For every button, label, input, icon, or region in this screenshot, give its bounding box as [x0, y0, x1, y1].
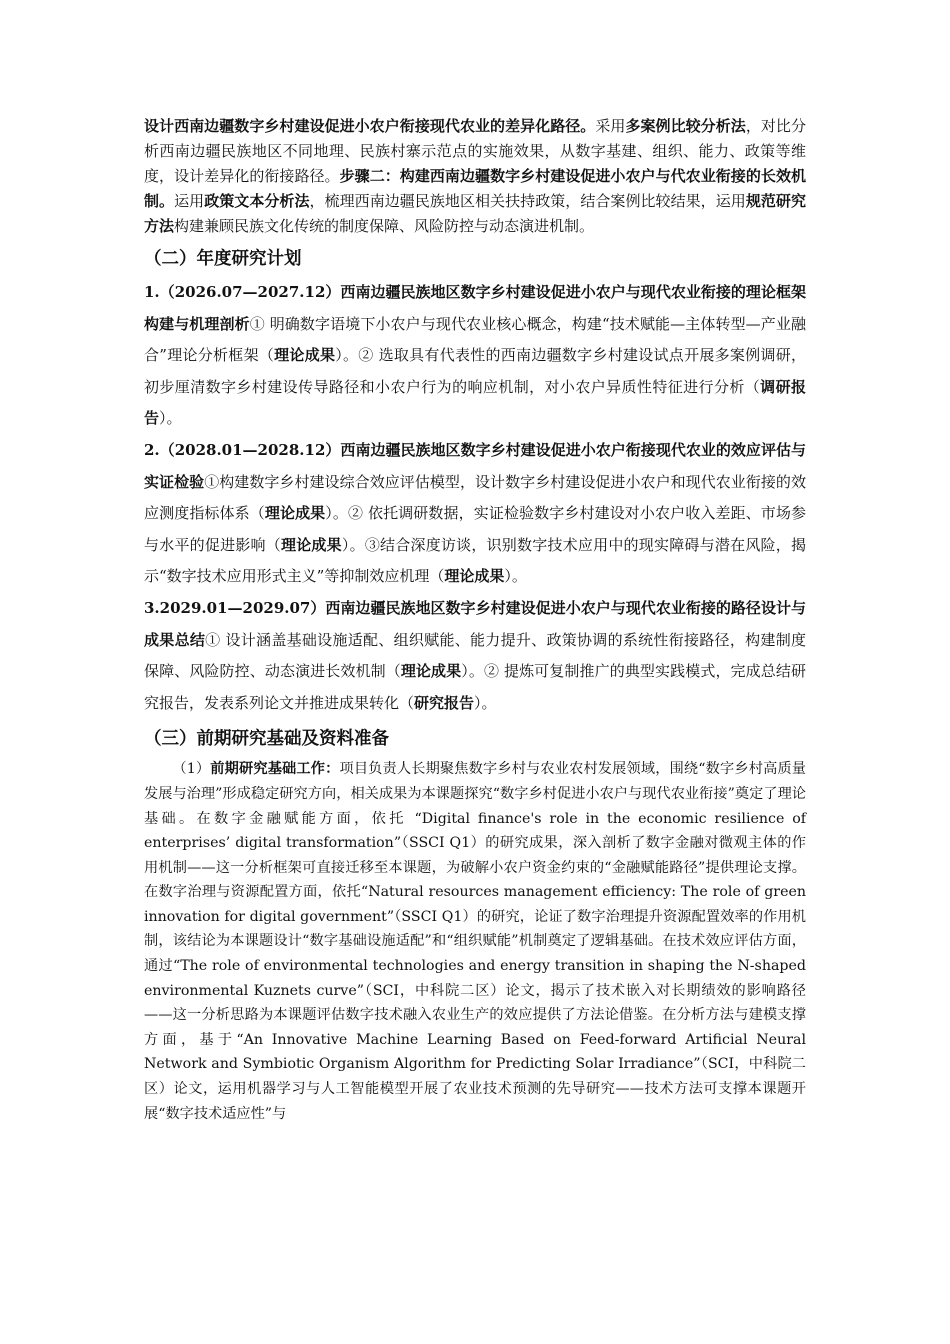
plan-item-1-text-1: ① 明确数字语境下小农户与现代农业核心概念，构建“技术赋能—主体转型—产业融合”理论分析框架（	[144, 314, 806, 365]
section3-heading: （三）前期研究基础及资料准备	[144, 729, 389, 750]
plan-item-2-text-3: ）。③结合深度访谈，识别数字技术应用中的现实障碍与潜在风险，揭示“数字技术应用形式主义”等抑制效应机理（	[144, 535, 806, 586]
intro-bold-4: 规范研究方法	[144, 192, 806, 235]
research-basis-label: （1）	[172, 761, 211, 778]
plan-item-1	[144, 277, 806, 435]
intro-bold-2: 多案例比较分析法	[625, 117, 746, 135]
intro-paragraph	[144, 114, 806, 239]
intro-text-4: ，梳理西南边疆民族地区相关扶持政策，结合案例比较结果，运用	[309, 192, 746, 210]
plan-item-3-result-2: 研究报告	[414, 693, 475, 712]
plan-item-2-result-2: 理论成果	[280, 535, 342, 554]
research-basis-label-bold: 前期研究基础工作：	[210, 761, 340, 778]
plan-item-1-result-1: 理论成果	[274, 346, 336, 365]
plan-item-2-text-4: ）。	[504, 567, 527, 586]
intro-text-1: 采用	[595, 117, 626, 135]
plan-item-3-title: 3.2029.01—2029.07）西南边疆民族地区数字乡村建设促进小农户与现代农业衔接的路径设计与成果总结	[144, 598, 806, 649]
plan-item-3-text-2: ）。② 提炼可复制推广的典型实践模式，完成总结研究报告，发表系列论文并推进成果转化（	[144, 662, 806, 712]
plan-item-2	[144, 435, 806, 593]
plan-item-3-text-1: ① 设计涵盖基础设施适配、组织赋能、能力提升、政策协调的系统性衔接路径，构建制度保障、风险防控、动态演进长效机制（	[144, 630, 806, 681]
plan-item-3-text-3: ）。	[474, 693, 497, 712]
section2-heading: （二）年度研究计划	[144, 249, 302, 269]
research-basis-paragraph	[144, 757, 806, 1126]
intro-text-5: 构建兼顾民族文化传统的制度保障、风险防控与动态演进机制。	[174, 217, 595, 235]
plan-item-2-text-2: ）。② 依托调研数据，实证检验数字乡村建设对小农户收入差距、市场参与水平的促进影响（	[144, 504, 806, 554]
plan-item-2-text-1: ①构建数字乡村建设综合效应评估模型，设计数字乡村建设促进小农户和现代农业衔接的效应测度指标体系（	[144, 472, 806, 523]
intro-bold-1: 设计西南边疆数字乡村建设促进小农户衔接现代农业的差异化路径。	[144, 117, 596, 135]
plan-item-3	[144, 593, 806, 719]
step2-bold: 步骤二：构建西南边疆数字乡村建设促进小农户与代农业衔接的长效机制。	[144, 167, 806, 210]
intro-text-2: ，对比分析西南边疆民族地区不同地理、民族村寨示范点的实施效果，从数字基建、组织、能力、政策等维度，设计差异化的衔接路径。	[144, 117, 806, 185]
plan-item-1-text-3: ）。	[159, 409, 182, 428]
plan-item-2-result-1: 理论成果	[264, 504, 326, 523]
plan-item-1-text-2: ）。② 选取具有代表性的西南边疆数字乡村建设试点开展多案例调研，初步厘清数字乡村建设传导路径和小农户行为的响应机制，对小农户异质性特征进行分析（	[144, 346, 806, 396]
plan-item-1-title: 1.（2026.07—2027.12）西南边疆民族地区数字乡村建设促进小农户与现代农业衔接的理论框架构建与机理剖析	[144, 283, 806, 333]
plan-item-1-result-2: 调研报告	[144, 377, 806, 428]
plan-item-2-title: 2.（2028.01—2028.12）西南边疆民族地区数字乡村建设促进小农户衔接现代农业的效应评估与实证检验	[144, 440, 806, 491]
research-basis-body: 项目负责人长期聚焦数字乡村与农业农村发展领域，围绕“数字乡村高质量发展与治理”形成稳定研究方向，相关成果为本课题探究“数字乡村促进小农户与现代农业衔接”奠定了理论基础。在数字金融赋能方面，依托 “Digital finance's role in the economic resilience of enterprises’ digital transformation”（SSCI Q1）的研究成果，深入剖析了数字金融对微观主体的作用机制——这一分析框架可直接迁移至本课题，为破解小农户资金约束的“金融赋能路径”提供理论支撑。在数字治理与资源配置方面，依托“Natural resources management efficiency: The role of green innovation for digital government”（SSCI Q1）的研究，论证了数字治理提升资源配置效率的作用机制，该结论为本课题设计“数字基础设施适配”和“组织赋能”机制奠定了逻辑基础。在技术效应评估方面，通过“The role of environmental technologies and energy transition in shaping the N-shaped environmental Kuznets curve”（SCI，中科院二区）论文，揭示了技术嵌入对长期绩效的影响路径——这一分析思路为本课题评估数字技术融入农业生产的效应提供了方法论借鉴。在分析方法与建模支撑方面，基于“An Innovative Machine Learning Based on Feed-forward Artificial Neural Network and Symbiotic Organism Algorithm for Predicting Solar Irradiance”（SCI，中科院二区）论文，运用机器学习与人工智能模型开展了农业技术预测的先导研究——技术方法可支撑本课题开展“数字技术适应性”与	[144, 761, 806, 1122]
intro-bold-3: 政策文本分析法	[204, 192, 310, 210]
intro-text-3: 运用	[174, 192, 205, 210]
plan-item-3-result-1: 理论成果	[400, 662, 462, 681]
plan-item-2-result-3: 理论成果	[444, 567, 505, 586]
